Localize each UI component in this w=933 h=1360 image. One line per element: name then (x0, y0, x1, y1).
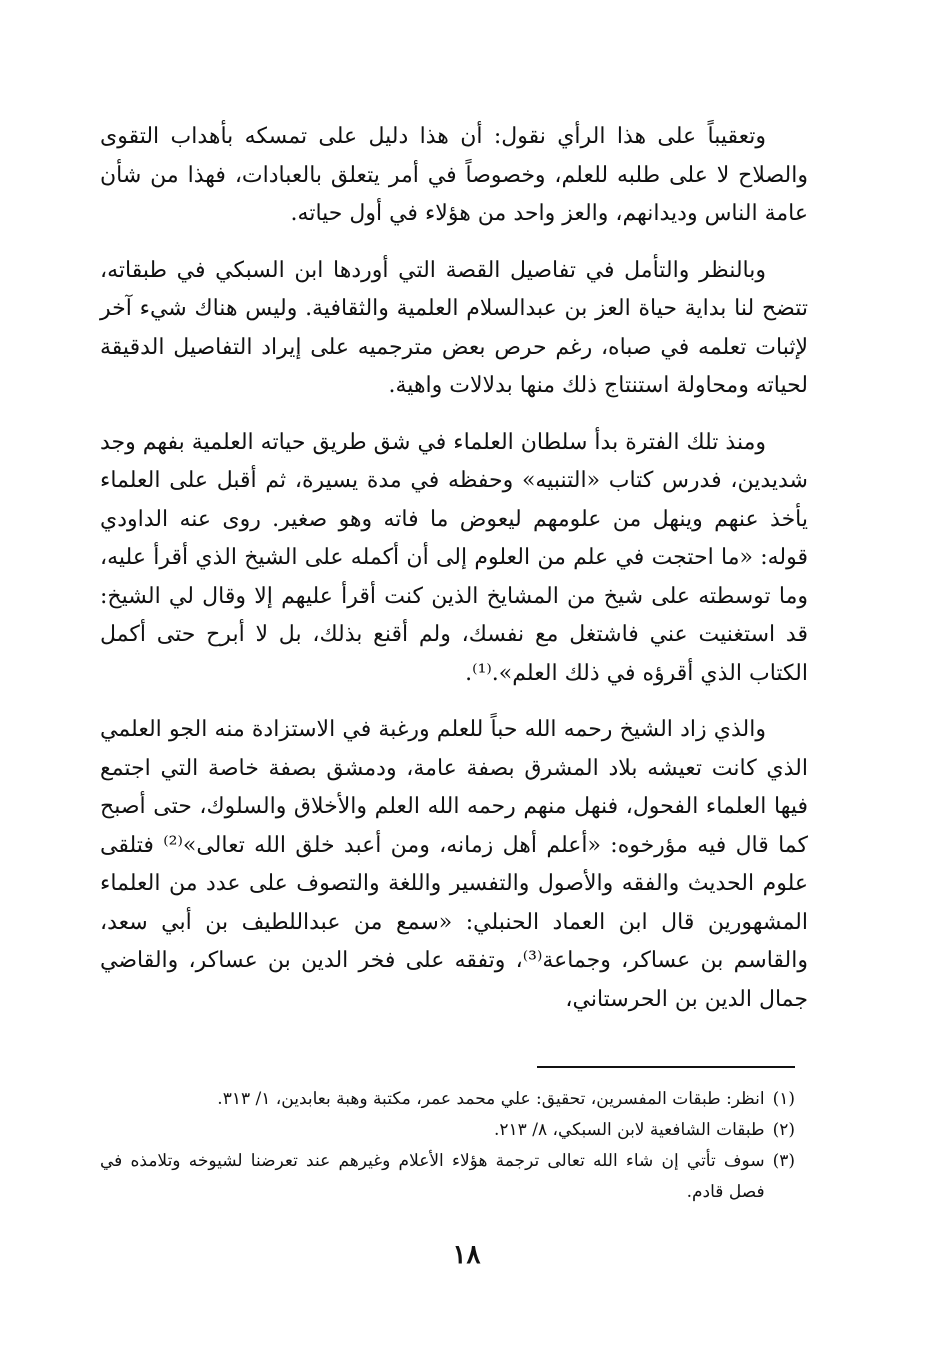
footnote-number: (٣) (772, 1151, 795, 1171)
main-text (100, 118, 808, 1019)
footnote-number: (٢) (772, 1120, 795, 1140)
footnote-text: طبقات الشافعية لابن السبكي، ٨/ ٢١٣. (493, 1120, 765, 1140)
footnote-3 (100, 1146, 795, 1208)
paragraph-3: ومنذ تلك الفترة بدأ سلطان العلماء في شق طريق حياته العلمية بفهم وجد شديدين، فدرس كتاب «التنبيه» وحفظه في مدة يسيرة، ثم أقبل على العلماء يأخذ عنهم وينهل من علومهم ليعوض ما فاته وهو صغير. روى عنه الداودي قوله: «ما احتجت في علم من العلوم إلى أن أكمله على الشيخ الذي أقرأ عليه، وما توسطته على شيخ من المشايخ الذين كنت أقرأ عليهم إلا وقال لي الشيخ: قد استغنيت عني فاشتغل مع نفسك، ولم أقنع بذلك، بل لا أبرح حتى أكمل الكتاب الذي أقرؤه في ذلك العلم».⁽¹⁾. (100, 429, 808, 686)
footnote-1 (100, 1084, 795, 1115)
footnote-text: سوف تأتي إن شاء الله تعالى ترجمة هؤلاء الأعلام وغيرهم عند تعرضنا لشيوخه وتلامذه في فصل قادم. (100, 1151, 765, 1202)
footnote-2 (100, 1115, 795, 1146)
footnote-separator (537, 1066, 795, 1068)
paragraph-4: والذي زاد الشيخ رحمه الله حباً للعلم ورغبة في الاستزادة منه الجو العلمي الذي كانت تعيشه بلاد المشرق بصفة عامة، ودمشق بصفة خاصة التي اجتمع فيها العلماء الفحول، فنهل منهم رحمه الله العلم والأخلاق والسلوك، حتى أصبح كما قال فيه مؤرخوه: «أعلم أهل زمانه، ومن أعبد خلق الله تعالى»⁽²⁾ فتلقى علوم الحديث والفقه والأصول والتفسير واللغة والتصوف على عدد من العلماء المشهورين قال ابن العماد الحنبلي: «سمع من عبداللطيف بن أبي سعد، والقاسم بن عساكر، وجماعة⁽³⁾، وتفقه على فخر الدين بن عساكر، والقاضي جمال الدين بن الحرستاني، (100, 717, 808, 1012)
footnotes (100, 1084, 795, 1208)
footnote-text: انظر: طبقات المفسرين، تحقيق: علي محمد عمر، مكتبة وهبة بعابدين، ١/ ٣١٣. (217, 1089, 765, 1109)
page-number: ١٨ (452, 1240, 481, 1270)
paragraph-1: وتعقيباً على هذا الرأي نقول: أن هذا دليل على تمسكه بأهداب التقوى والصلاح لا على طلبه للعلم، وخصوصاً في أمر يتعلق بالعبادات، فهذا من شأن عامة الناس وديدانهم، والعز واحد من هؤلاء في أول حياته. (100, 124, 808, 226)
paragraph-2: وبالنظر والتأمل في تفاصيل القصة التي أوردها ابن السبكي في طبقاته، تتضح لنا بداية حياة العز بن عبدالسلام العلمية والثقافية. وليس هناك شيء آخر لإثبات تعلمه في صباه، رغم حرص بعض مترجميه على إيراد التفاصيل الدقيقة لحياته ومحاولة استنتاج ذلك منها بدلالات واهية. (100, 257, 809, 398)
footnote-number: (١) (772, 1089, 795, 1109)
